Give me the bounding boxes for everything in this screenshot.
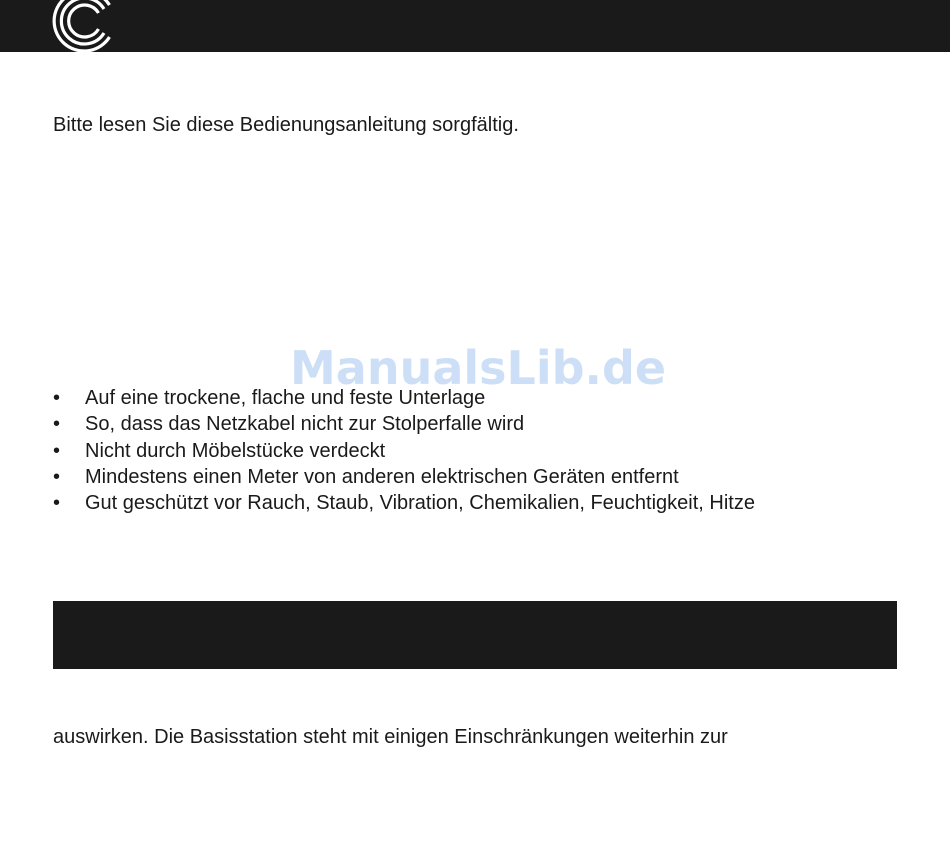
placement-list (53, 385, 755, 516)
list-item-text: Mindestens einen Meter von anderen elektrischen Geräten entfernt (85, 465, 679, 488)
bullet-icon: • (53, 387, 61, 409)
concentric-c-logo-icon (52, 0, 122, 52)
list-item (53, 411, 755, 437)
list-item (53, 438, 755, 464)
list-item-text: Nicht durch Möbelstücke verdeckt (85, 439, 386, 462)
watermark: ManualsLib.de (290, 341, 667, 395)
bullet-icon: • (53, 413, 61, 436)
header-bar (0, 0, 950, 52)
bullet-icon: • (53, 492, 61, 515)
list-item (53, 464, 755, 490)
body-text: auswirken. Die Basisstation steht mit einigen Einschränkungen weiterhin zur (53, 726, 728, 748)
bullet-icon: • (53, 465, 61, 488)
list-item (53, 385, 755, 411)
list-item (53, 490, 755, 516)
section-header-bar (53, 601, 897, 669)
list-item-text: Auf eine trockene, flache und feste Unterlage (85, 387, 486, 409)
list-item-text: So, dass das Netzkabel nicht zur Stolperfalle wird (85, 413, 525, 436)
bullet-icon: • (53, 439, 61, 462)
list-item-text: Gut geschützt vor Rauch, Staub, Vibration, Chemikalien, Feuchtigkeit, Hitze (85, 492, 755, 515)
intro-text: Bitte lesen Sie diese Bedienungsanleitung sorgfältig. (53, 114, 519, 136)
